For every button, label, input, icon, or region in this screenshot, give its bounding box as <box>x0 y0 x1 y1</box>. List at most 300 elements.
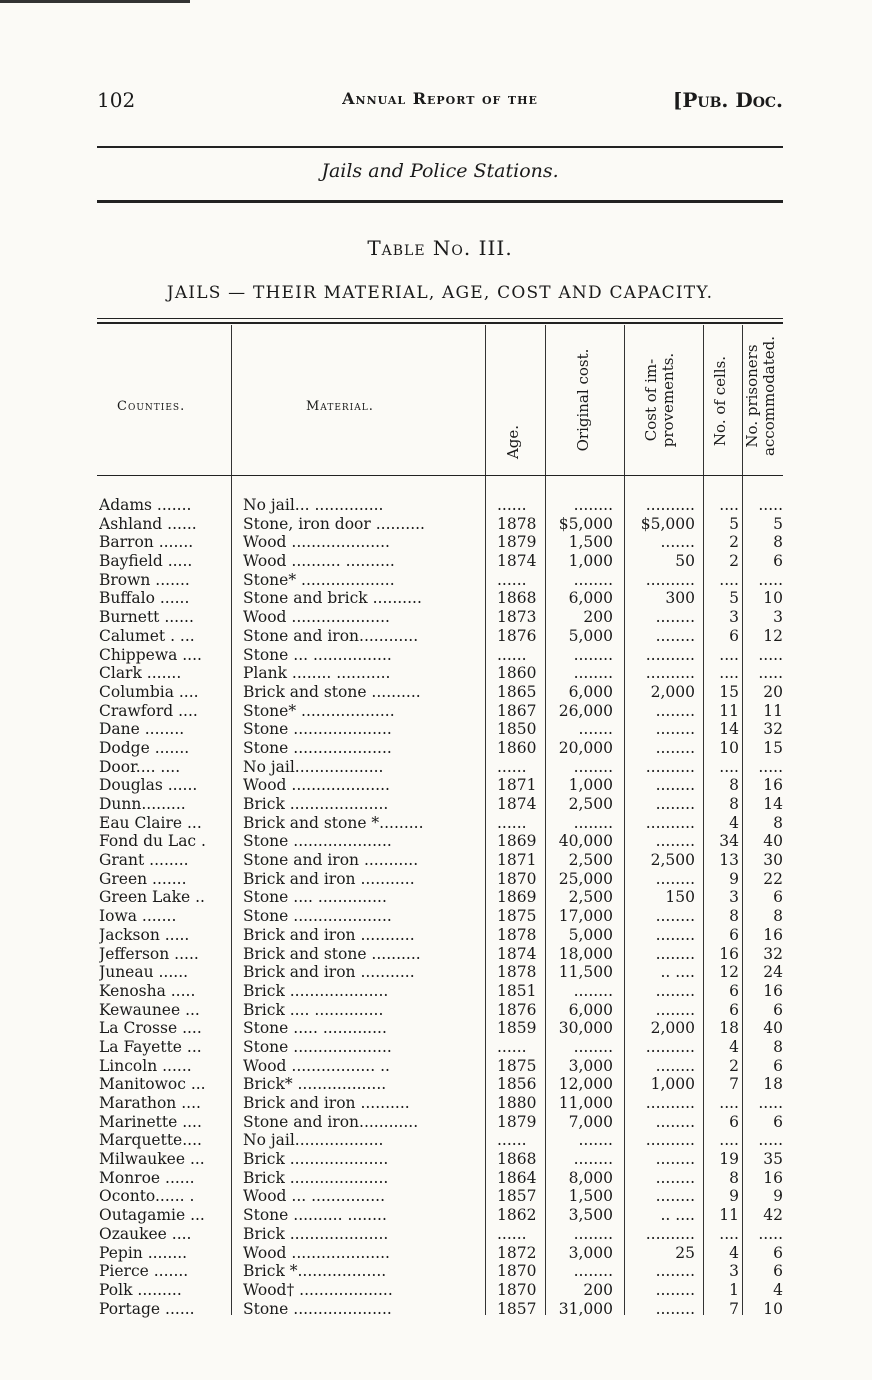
cells-cell: 15 <box>719 682 739 701</box>
cells-cell: 11 <box>719 1206 739 1225</box>
improvements-cell: .. .... <box>660 963 695 982</box>
age-cell: 1870 <box>497 869 537 888</box>
material-cell: No jail... .............. <box>243 496 384 514</box>
material-cell: Brick .................... <box>243 1224 389 1243</box>
improvements-cell: ........ <box>655 1280 695 1299</box>
cells-cell: 18 <box>719 1019 739 1038</box>
page-header <box>97 88 783 114</box>
material-cell: Plank ........ ........... <box>243 664 391 683</box>
original-cost-cell: 3,000 <box>568 1056 613 1075</box>
table-row <box>97 776 783 795</box>
original-cost-cell: 5,000 <box>568 925 613 944</box>
age-cell: 1870 <box>497 1280 537 1299</box>
table-row <box>97 552 783 571</box>
county-cell: Bayfield ..... <box>99 552 193 571</box>
cells-cell: 2 <box>729 1056 739 1075</box>
cells-cell: .... <box>719 1131 739 1150</box>
prisoners-cell: 16 <box>763 776 783 795</box>
county-cell: Adams ....... <box>99 496 192 514</box>
age-cell: 1878 <box>497 925 537 944</box>
original-cost-cell: 2,500 <box>568 795 613 813</box>
material-cell: Stone and iron............ <box>243 626 419 645</box>
age-cell: 1870 <box>497 1262 537 1281</box>
original-cost-cell: 30,000 <box>558 1019 613 1038</box>
table-row <box>97 795 783 814</box>
prisoners-cell: 16 <box>763 981 783 1000</box>
prisoners-cell: 8 <box>773 907 783 926</box>
table-row <box>97 664 783 683</box>
material-cell: Stone ..... ............. <box>243 1019 387 1038</box>
cells-cell: .... <box>719 570 739 589</box>
cells-cell: 14 <box>719 720 739 739</box>
age-cell: 1879 <box>497 533 537 552</box>
cells-cell: 6 <box>729 1112 739 1131</box>
age-cell: 1879 <box>497 1112 537 1131</box>
cells-cell: 9 <box>729 1187 739 1206</box>
prisoners-cell: ..... <box>758 570 783 589</box>
cells-cell: .... <box>719 1224 739 1243</box>
table-row <box>97 1225 783 1244</box>
improvements-cell: ........ <box>655 608 695 627</box>
table-row <box>97 496 783 515</box>
cells-cell: 6 <box>729 1000 739 1019</box>
county-cell: Jackson ..... <box>99 925 190 944</box>
material-cell: Stone .................... <box>243 738 392 757</box>
material-cell: Stone .......... ........ <box>243 1206 387 1225</box>
table-row <box>97 1001 783 1020</box>
table-row <box>97 608 783 627</box>
table-row <box>97 832 783 851</box>
prisoners-cell: ..... <box>758 645 783 664</box>
material-cell: Wood .................... <box>243 608 390 627</box>
material-cell: Wood ................. .. <box>243 1056 390 1075</box>
age-cell: ...... <box>497 570 527 589</box>
age-cell: 1875 <box>497 907 537 926</box>
original-cost-cell: ....... <box>578 1131 613 1150</box>
original-cost-cell: 12,000 <box>558 1075 613 1094</box>
table-row <box>97 1244 783 1263</box>
page-number: 102 <box>97 88 136 112</box>
improvements-cell: .......... <box>645 757 695 776</box>
header-counties: Counties. <box>117 399 186 414</box>
age-cell: 1865 <box>497 682 537 701</box>
original-cost-cell: ........ <box>573 813 613 832</box>
table-number: Table No. III. <box>367 236 513 260</box>
material-cell: Brick and iron ........... <box>243 869 415 888</box>
original-cost-cell: 18,000 <box>558 944 613 963</box>
age-cell: ...... <box>497 645 527 664</box>
age-cell: 1871 <box>497 851 537 870</box>
material-cell: Wood .......... .......... <box>243 552 395 571</box>
original-cost-cell: 6,000 <box>568 682 613 701</box>
material-cell: Stone .................... <box>243 907 392 926</box>
cells-cell: .... <box>719 664 739 683</box>
age-cell: 1850 <box>497 720 537 739</box>
county-cell: Fond du Lac . <box>99 832 206 851</box>
material-cell: Brick *.................. <box>243 1262 387 1281</box>
county-cell: Marinette .... <box>99 1112 202 1131</box>
cells-cell: 2 <box>729 552 739 571</box>
cells-cell: 34 <box>719 832 739 851</box>
age-cell: 1860 <box>497 738 537 757</box>
original-cost-cell: 11,500 <box>558 963 613 982</box>
prisoners-cell: 12 <box>763 626 783 645</box>
original-cost-cell: $5,000 <box>558 514 613 533</box>
original-cost-cell: 200 <box>583 608 613 627</box>
prisoners-cell: ..... <box>758 1131 783 1150</box>
cells-cell: 4 <box>729 1037 739 1056</box>
material-cell: Brick* .................. <box>243 1075 387 1094</box>
material-cell: Brick and iron ........... <box>243 963 415 982</box>
prisoners-cell: ..... <box>758 496 783 514</box>
county-cell: Columbia .... <box>99 682 199 701</box>
county-cell: Iowa ....... <box>99 907 177 926</box>
material-cell: Wood .................... <box>243 776 390 795</box>
prisoners-cell: ..... <box>758 664 783 683</box>
material-cell: Stone and iron ........... <box>243 851 419 870</box>
prisoners-cell: 4 <box>773 1280 783 1299</box>
prisoners-cell: ..... <box>758 757 783 776</box>
improvements-cell: .. .... <box>660 1206 695 1225</box>
improvements-cell: .......... <box>645 1094 695 1112</box>
table-body <box>97 496 783 1318</box>
table-row <box>97 627 783 646</box>
cells-cell: 7 <box>729 1075 739 1094</box>
table-row <box>97 907 783 926</box>
material-cell: Stone* ................... <box>243 701 395 720</box>
county-cell: Door.... .... <box>99 757 181 776</box>
prisoners-cell: 32 <box>763 944 783 963</box>
age-cell: 1868 <box>497 1150 537 1169</box>
improvements-cell: ........ <box>655 738 695 757</box>
prisoners-cell: 10 <box>763 1299 783 1318</box>
age-cell: 1859 <box>497 1019 537 1038</box>
age-cell: 1862 <box>497 1206 537 1225</box>
age-cell: 1874 <box>497 795 537 813</box>
improvements-cell: .......... <box>645 570 695 589</box>
age-cell: 1873 <box>497 608 537 627</box>
improvements-cell: ........ <box>655 776 695 795</box>
table-row <box>97 1038 783 1057</box>
table-row <box>97 571 783 590</box>
improvements-cell: 2,000 <box>650 1019 695 1038</box>
table-row <box>97 1206 783 1225</box>
prisoners-cell: 24 <box>763 963 783 982</box>
improvements-cell: ........ <box>655 1187 695 1206</box>
material-cell: Stone .................... <box>243 720 392 739</box>
county-cell: Brown ....... <box>99 570 190 589</box>
original-cost-cell: 8,000 <box>568 1168 613 1187</box>
material-cell: Stone ... ................ <box>243 645 392 664</box>
material-cell: Brick and stone .......... <box>243 682 421 701</box>
prisoners-cell: 6 <box>773 1112 783 1131</box>
prisoners-cell: 3 <box>773 608 783 627</box>
age-cell: 1864 <box>497 1168 537 1187</box>
improvements-cell: ........ <box>655 1112 695 1131</box>
header-material: Material. <box>306 399 374 414</box>
cells-cell: 16 <box>719 944 739 963</box>
cells-cell: 4 <box>729 813 739 832</box>
age-cell: 1857 <box>497 1187 537 1206</box>
table-row <box>97 533 783 552</box>
material-cell: Brick .................... <box>243 1168 389 1187</box>
table-header-rule <box>97 475 783 476</box>
table-caption: JAILS — THEIR MATERIAL, AGE, COST AND CAPACITY. <box>166 283 714 303</box>
improvements-cell: 50 <box>675 552 695 571</box>
cells-cell: 3 <box>729 1262 739 1281</box>
age-cell: ...... <box>497 1037 527 1056</box>
table-row <box>97 1019 783 1038</box>
improvements-cell: ........ <box>655 907 695 926</box>
header-no-cells: No. of cells. <box>711 355 729 447</box>
age-cell: 1876 <box>497 626 537 645</box>
county-cell: Pierce ....... <box>99 1262 189 1281</box>
improvements-cell: .......... <box>645 813 695 832</box>
prisoners-cell: 42 <box>763 1206 783 1225</box>
age-cell: ...... <box>497 1131 527 1150</box>
county-cell: Oconto...... . <box>99 1187 195 1206</box>
age-cell: 1878 <box>497 963 537 982</box>
prisoners-cell: 40 <box>763 1019 783 1038</box>
age-cell: 1871 <box>497 776 537 795</box>
improvements-cell: .......... <box>645 1224 695 1243</box>
material-cell: Stone* ................... <box>243 570 395 589</box>
age-cell: 1869 <box>497 888 537 907</box>
age-cell: 1878 <box>497 514 537 533</box>
table-row <box>97 888 783 907</box>
improvements-cell: .......... <box>645 645 695 664</box>
age-cell: 1875 <box>497 1056 537 1075</box>
cells-cell: 6 <box>729 626 739 645</box>
county-cell: Dane ........ <box>99 720 185 739</box>
improvements-cell: 2,500 <box>650 851 695 870</box>
table-row <box>97 982 783 1001</box>
original-cost-cell: ........ <box>573 1262 613 1281</box>
prisoners-cell: 40 <box>763 832 783 851</box>
county-cell: Clark ....... <box>99 664 182 683</box>
improvements-cell: ........ <box>655 701 695 720</box>
improvements-cell: .......... <box>645 1037 695 1056</box>
header-improvements-line-2: provements. <box>659 352 677 448</box>
prisoners-cell: 6 <box>773 1056 783 1075</box>
original-cost-cell: 11,000 <box>558 1094 613 1112</box>
improvements-cell: 150 <box>665 888 695 907</box>
table-row <box>97 702 783 721</box>
county-cell: Ashland ...... <box>99 514 197 533</box>
improvements-cell: 2,000 <box>650 682 695 701</box>
cells-cell: .... <box>719 1094 739 1112</box>
prisoners-cell: 6 <box>773 1000 783 1019</box>
material-cell: Stone, iron door .......... <box>243 514 425 533</box>
county-cell: Green Lake .. <box>99 888 205 907</box>
table-row <box>97 758 783 777</box>
county-cell: Manitowoc ... <box>99 1075 206 1094</box>
age-cell: ...... <box>497 496 527 514</box>
prisoners-cell: 6 <box>773 888 783 907</box>
table-top-rule-2 <box>97 322 783 324</box>
improvements-cell: .......... <box>645 1131 695 1150</box>
improvements-cell: ........ <box>655 944 695 963</box>
prisoners-cell: 20 <box>763 682 783 701</box>
material-cell: Wood† ................... <box>243 1280 393 1299</box>
header-rule-top <box>97 146 783 148</box>
table-row <box>97 683 783 702</box>
prisoners-cell: 16 <box>763 1168 783 1187</box>
original-cost-cell: ........ <box>573 1037 613 1056</box>
improvements-cell: ........ <box>655 1168 695 1187</box>
age-cell: 1874 <box>497 552 537 571</box>
county-cell: Juneau ...... <box>99 963 189 982</box>
improvements-cell: ........ <box>655 1299 695 1318</box>
age-cell: ...... <box>497 813 527 832</box>
improvements-cell: $5,000 <box>640 514 695 533</box>
material-cell: Brick and iron .......... <box>243 1094 410 1112</box>
county-cell: Marathon .... <box>99 1094 201 1112</box>
material-cell: Brick and stone *......... <box>243 813 424 832</box>
material-cell: Brick .................... <box>243 795 389 813</box>
improvements-cell: 300 <box>665 589 695 608</box>
prisoners-cell: 11 <box>763 701 783 720</box>
material-cell: Stone .................... <box>243 1037 392 1056</box>
county-cell: Lincoln ...... <box>99 1056 192 1075</box>
table-row <box>97 739 783 758</box>
improvements-cell: ........ <box>655 1056 695 1075</box>
county-cell: Chippewa .... <box>99 645 202 664</box>
cells-cell: 9 <box>729 869 739 888</box>
header-cost-improvements <box>643 330 683 470</box>
table-row <box>97 589 783 608</box>
cells-cell: 6 <box>729 925 739 944</box>
prisoners-cell: ..... <box>758 1094 783 1112</box>
original-cost-cell: 25,000 <box>558 869 613 888</box>
table-row <box>97 926 783 945</box>
county-cell: Kenosha ..... <box>99 981 196 1000</box>
cells-cell: 5 <box>729 589 739 608</box>
original-cost-cell: 31,000 <box>558 1299 613 1318</box>
original-cost-cell: 200 <box>583 1280 613 1299</box>
header-original-cost: Original cost. <box>574 348 592 452</box>
original-cost-cell: 40,000 <box>558 832 613 851</box>
improvements-cell: ........ <box>655 1000 695 1019</box>
material-cell: No jail.................. <box>243 1131 384 1150</box>
cells-cell: .... <box>719 496 739 514</box>
improvements-cell: ........ <box>655 832 695 851</box>
original-cost-cell: 1,500 <box>568 1187 613 1206</box>
improvements-cell: 1,000 <box>650 1075 695 1094</box>
improvements-cell: 25 <box>675 1243 695 1262</box>
prisoners-cell: 16 <box>763 925 783 944</box>
material-cell: Stone and brick .......... <box>243 589 422 608</box>
prisoners-cell: 15 <box>763 738 783 757</box>
prisoners-cell: 8 <box>773 1037 783 1056</box>
material-cell: Brick .... .............. <box>243 1000 384 1019</box>
original-cost-cell: 3,000 <box>568 1243 613 1262</box>
table-top-rule-1 <box>97 318 783 319</box>
improvements-cell: .......... <box>645 664 695 683</box>
table-row <box>97 515 783 534</box>
original-cost-cell: ........ <box>573 1150 613 1169</box>
age-cell: ...... <box>497 1224 527 1243</box>
age-cell: 1860 <box>497 664 537 683</box>
county-cell: Douglas ...... <box>99 776 198 795</box>
table-row <box>97 646 783 665</box>
prisoners-cell: 18 <box>763 1075 783 1094</box>
prisoners-cell: 10 <box>763 589 783 608</box>
table-row <box>97 1075 783 1094</box>
cells-cell: 8 <box>729 795 739 813</box>
top-edge-line <box>0 0 190 3</box>
original-cost-cell: ........ <box>573 664 613 683</box>
original-cost-cell: 5,000 <box>568 626 613 645</box>
original-cost-cell: 1,500 <box>568 533 613 552</box>
county-cell: Dodge ....... <box>99 738 190 757</box>
cells-cell: 7 <box>729 1299 739 1318</box>
table-row <box>97 1150 783 1169</box>
original-cost-cell: 1,000 <box>568 776 613 795</box>
prisoners-cell: 5 <box>773 514 783 533</box>
table-row <box>97 1113 783 1132</box>
cells-cell: 1 <box>729 1280 739 1299</box>
header-no-prisoners <box>744 326 784 466</box>
original-cost-cell: 3,500 <box>568 1206 613 1225</box>
original-cost-cell: ........ <box>573 570 613 589</box>
county-cell: Green ....... <box>99 869 187 888</box>
age-cell: 1874 <box>497 944 537 963</box>
original-cost-cell: ........ <box>573 757 613 776</box>
cells-cell: 4 <box>729 1243 739 1262</box>
material-cell: Brick .................... <box>243 981 389 1000</box>
cells-cell: 19 <box>719 1150 739 1169</box>
improvements-cell: .......... <box>645 496 695 514</box>
cells-cell: .... <box>719 757 739 776</box>
improvements-cell: ........ <box>655 720 695 739</box>
age-cell: 1872 <box>497 1243 537 1262</box>
original-cost-cell: ........ <box>573 496 613 514</box>
original-cost-cell: 17,000 <box>558 907 613 926</box>
pub-doc-label: [Pub. Doc. <box>672 88 783 112</box>
table-row <box>97 1131 783 1150</box>
header-prisoners-line-2: accommodated. <box>760 335 778 457</box>
cells-cell: 3 <box>729 608 739 627</box>
original-cost-cell: 26,000 <box>558 701 613 720</box>
county-cell: Crawford .... <box>99 701 198 720</box>
original-cost-cell: 1,000 <box>568 552 613 571</box>
original-cost-cell: 7,000 <box>568 1112 613 1131</box>
cells-cell: 6 <box>729 981 739 1000</box>
original-cost-cell: 6,000 <box>568 589 613 608</box>
county-cell: Monroe ...... <box>99 1168 195 1187</box>
table-row <box>97 945 783 964</box>
cells-cell: 12 <box>719 963 739 982</box>
county-cell: Marquette.... <box>99 1131 202 1150</box>
improvements-cell: ........ <box>655 1150 695 1169</box>
material-cell: No jail.................. <box>243 757 384 776</box>
prisoners-cell: 22 <box>763 869 783 888</box>
original-cost-cell: 2,500 <box>568 851 613 870</box>
table-row <box>97 720 783 739</box>
prisoners-cell: ..... <box>758 1224 783 1243</box>
material-cell: Stone .... .............. <box>243 888 387 907</box>
material-cell: Wood .................... <box>243 1243 390 1262</box>
prisoners-cell: 14 <box>763 795 783 813</box>
prisoners-cell: 6 <box>773 1243 783 1262</box>
material-cell: Brick .................... <box>243 1150 389 1169</box>
table-row <box>97 814 783 833</box>
cells-cell: 3 <box>729 888 739 907</box>
table-row <box>97 963 783 982</box>
cells-cell: 11 <box>719 701 739 720</box>
cells-cell: 8 <box>729 1168 739 1187</box>
